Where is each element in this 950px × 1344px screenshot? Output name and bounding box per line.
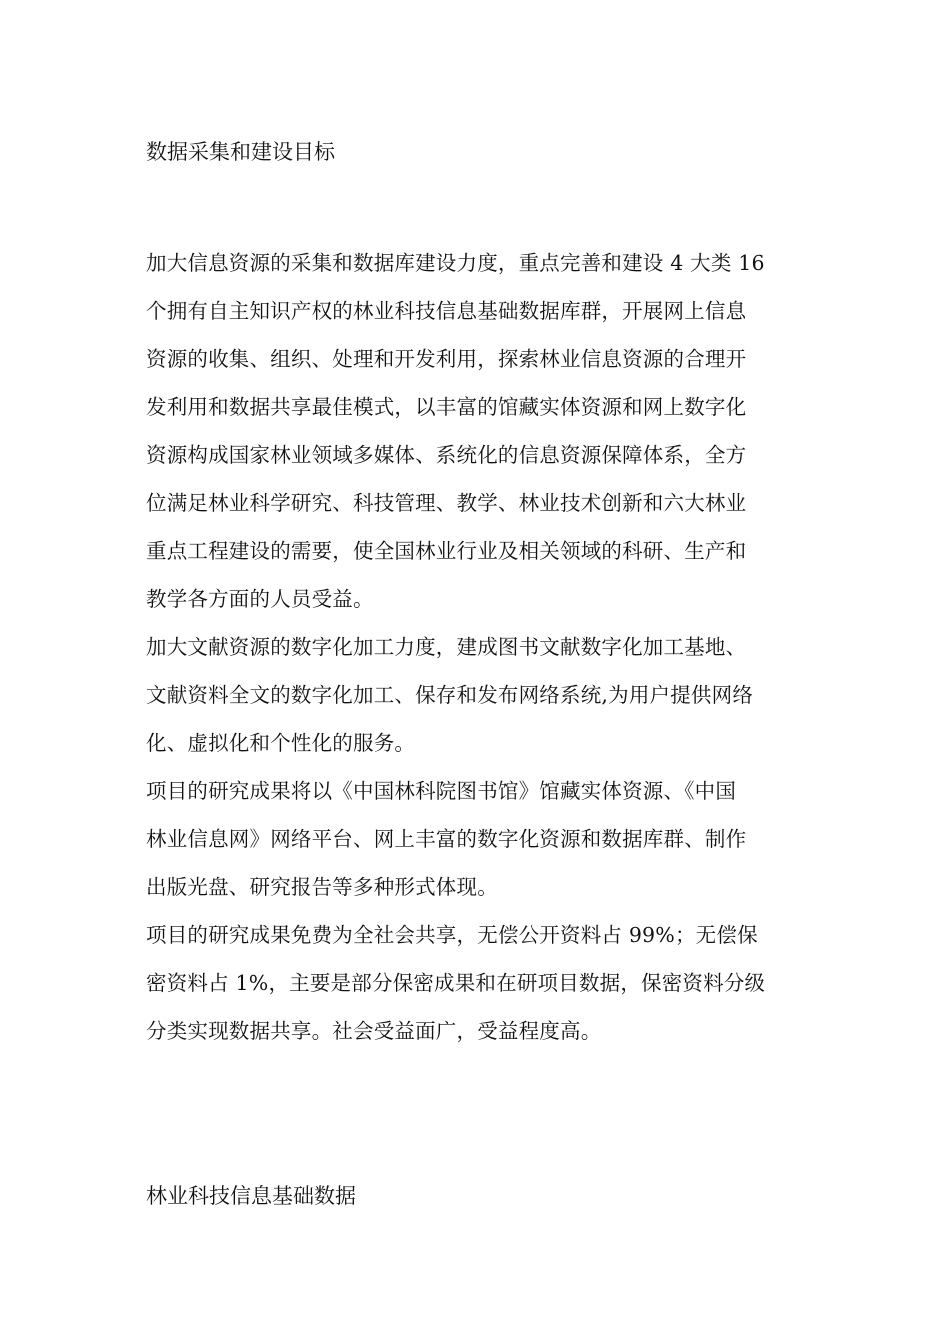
paragraph-outcomes [146,767,811,911]
text-line: 位满足林业科学研究、科技管理、教学、林业技术创新和六大林业 [146,491,747,515]
text-line: 加大文献资源的数字化加工力度，建成图书文献数字化加工基地、 [146,635,747,659]
section-heading-basic-data: 林业科技信息基础数据 [146,1184,356,1208]
section-heading-data-collection: 数据采集和建设目标 [146,140,335,164]
text-line: 项目的研究成果将以《中国林科院图书馆》馆藏实体资源、《中国 [146,779,737,803]
text-line: 出版光盘、研究报告等多种形式体现。 [146,875,498,899]
text-line: 化、虚拟化和个性化的服务。 [146,731,416,755]
text-line: 发利用和数据共享最佳模式，以丰富的馆藏实体资源和网上数字化 [146,395,747,419]
text-line: 重点工程建设的需要，使全国林业行业及相关领域的科研、生产和 [146,539,747,563]
text-line: 文献资料全文的数字化加工、保存和发布网络系统,为用户提供网络 [146,683,754,707]
paragraph-goals [146,239,811,623]
paragraph-digitization [146,623,811,767]
text-line: 加大信息资源的采集和数据库建设力度，重点完善和建设 4 大类 16 [146,251,765,275]
text-line: 密资料占 1%，主要是部分保密成果和在研项目数据，保密资料分级 [146,971,766,995]
body-text [146,239,811,1055]
text-line: 项目的研究成果免费为全社会共享，无偿公开资料占 99%；无偿保 [146,923,758,947]
text-line: 分类实现数据共享。社会受益面广，受益程度高。 [146,1019,602,1043]
text-line: 林业信息网》网络平台、网上丰富的数字化资源和数据库群、制作 [146,827,747,851]
text-line: 教学各方面的人员受益。 [146,587,374,611]
text-line: 个拥有自主知识产权的林业科技信息基础数据库群，开展网上信息 [146,299,747,323]
text-line: 资源的收集、组织、处理和开发利用，探索林业信息资源的合理开 [146,347,747,371]
text-line: 资源构成国家林业领域多媒体、系统化的信息资源保障体系，全方 [146,443,747,467]
paragraph-sharing [146,911,811,1055]
